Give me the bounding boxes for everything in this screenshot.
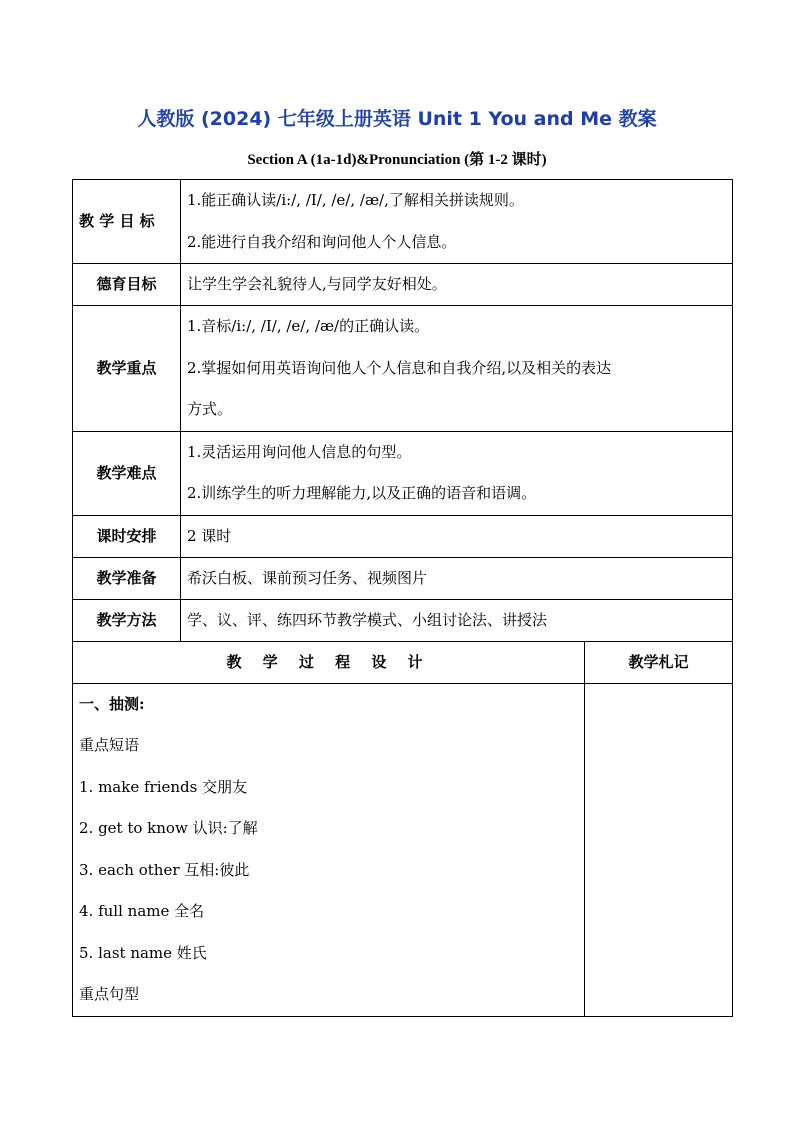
content-line: 2.掌握如何用英语询问他人个人信息和自我介绍,以及相关的表达 [187,358,612,377]
table-row [73,683,733,1016]
table-row [73,557,733,599]
content-line: 1.音标/i:/, /I/, /e/, /æ/的正确认读。 [187,317,430,335]
process-content [73,683,585,1016]
row-label-teaching-goals [73,180,181,264]
section-heading: 一、抽测: [79,694,145,713]
lesson-plan-table [72,179,733,1017]
table-row [73,515,733,557]
content-line: 方式。 [187,400,233,418]
row-label-key-points: 教学重点 [73,306,181,432]
row-content [181,306,733,432]
row-label-methods: 教学方法 [73,599,181,641]
process-header: 教 学 过 程 设 计 [73,641,585,683]
row-content: 学、议、评、练四环节教学模式、小组讨论法、讲授法 [181,599,733,641]
table-header-row [73,641,733,683]
content-line: 重点短语 [79,736,140,754]
document-title: 人教版 (2024) 七年级上册英语 Unit 1 You and Me 教案 [137,108,657,130]
document-subtitle: Section A (1a-1d)&Pronunciation (第 1-2 课时) [247,152,547,168]
row-label-moral-goals: 德育目标 [73,264,181,306]
content-line: 重点句型 [79,985,140,1003]
row-content [181,180,733,264]
content-line: 2.能进行自我介绍和询问他人个人信息。 [187,232,457,251]
row-content: 让学生学会礼貌待人,与同学友好相处。 [181,264,733,306]
table-row [73,180,733,264]
content-line: 2.训练学生的听力理解能力,以及正确的语音和语调。 [187,484,537,502]
notes-content [585,683,733,1016]
row-label-difficulties: 教学难点 [73,431,181,515]
content-line: 3. each other 互相:彼此 [79,860,250,879]
table-row [73,431,733,515]
content-line: 4. full name 全名 [79,902,205,920]
notes-header: 教学札记 [585,641,733,683]
content-line: 2. get to know 认识:了解 [79,819,258,837]
row-label-schedule: 课时安排 [73,515,181,557]
row-content: 2 课时 [181,515,733,557]
table-row [73,599,733,641]
content-line: 1.灵活运用询问他人信息的句型。 [187,442,412,461]
row-content [181,431,733,515]
row-content: 希沃白板、课前预习任务、视频图片 [181,557,733,599]
content-line: 5. last name 姓氏 [79,943,207,962]
content-line: 1.能正确认读/i:/, /I/, /e/, /æ/,了解相关拼读规则。 [187,191,524,209]
table-row [73,306,733,432]
content-line: 1. make friends 交朋友 [79,777,248,796]
row-label-text: 教 学 目 标 [79,212,155,230]
table-row [73,264,733,306]
row-label-preparation: 教学准备 [73,557,181,599]
